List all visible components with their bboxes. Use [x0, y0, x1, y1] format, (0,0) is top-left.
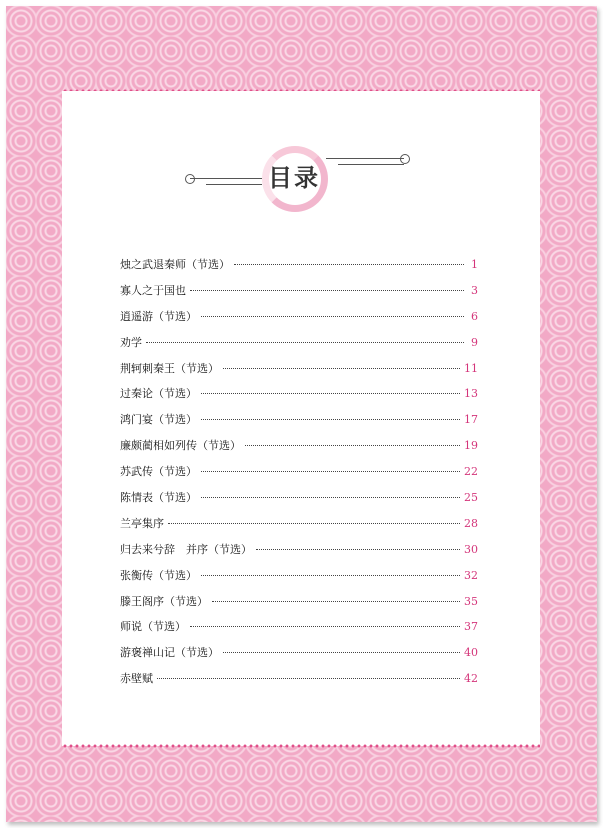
toc-entry[interactable]: [120, 618, 478, 644]
decorative-line: [338, 164, 404, 165]
toc-entry-page: 6: [471, 309, 478, 323]
toc-entry-title: 鸿门宴（节选）: [120, 413, 197, 427]
toc-entry-title: 游褒禅山记（节选）: [120, 646, 219, 660]
toc-entry-page: 28: [464, 516, 478, 530]
decorative-curl-icon: [185, 174, 195, 184]
toc-entry-title: 劝学: [120, 335, 142, 349]
toc-entry-title: 兰亭集序: [120, 516, 164, 530]
toc-entry-title: 张衡传（节选）: [120, 568, 197, 582]
toc-entry-page: 32: [464, 568, 478, 582]
toc-entry[interactable]: [120, 489, 478, 515]
dot-leader: [223, 368, 460, 369]
toc-entry-page: 11: [464, 361, 478, 375]
toc-entry[interactable]: [120, 567, 478, 593]
dot-leader: [190, 290, 464, 291]
toc-entry-page: 35: [464, 594, 478, 608]
dot-leader: [245, 445, 460, 446]
dot-leader: [256, 549, 460, 550]
dot-leader: [201, 316, 464, 317]
toc-entry[interactable]: [120, 385, 478, 411]
dot-leader: [190, 626, 460, 627]
dot-leader: [212, 601, 460, 602]
toc-entry-title: 归去来兮辞 并序（节选）: [120, 542, 252, 556]
toc-entry[interactable]: [120, 515, 478, 541]
dot-leader: [201, 471, 460, 472]
dot-leader: [201, 575, 460, 576]
dot-leader: [168, 523, 460, 524]
toc-entry-page: 1: [471, 258, 478, 271]
toc-entry[interactable]: [120, 334, 478, 360]
toc-entry[interactable]: [120, 593, 478, 619]
toc-entry-title: 过秦论（节选）: [120, 387, 197, 401]
title-block: [180, 140, 430, 220]
decorative-line: [326, 158, 404, 159]
toc-entry-page: 22: [464, 465, 478, 479]
page-title: 目录: [268, 163, 320, 192]
toc-entry-page: 37: [464, 620, 478, 634]
toc-entry-page: 17: [464, 413, 478, 427]
paper-bottom-border: [62, 743, 540, 749]
toc-entry-title: 滕王阁序（节选）: [120, 594, 208, 608]
toc-entry[interactable]: [120, 360, 478, 386]
toc-entry-page: 3: [471, 283, 478, 297]
toc-entry-title: 逍遥游（节选）: [120, 309, 197, 323]
toc-entry-title: 烛之武退秦师（节选）: [120, 258, 230, 271]
toc-entry-title: 赤壁赋: [120, 672, 153, 686]
dot-leader: [234, 264, 464, 265]
dot-leader: [201, 497, 460, 498]
toc-entry-page: 19: [464, 439, 478, 453]
toc-entry[interactable]: [120, 463, 478, 489]
toc-entry-page: 40: [464, 646, 478, 660]
dot-leader: [223, 652, 460, 653]
toc-entry-page: 13: [464, 387, 478, 401]
decorative-line: [206, 184, 262, 185]
toc-entry[interactable]: [120, 541, 478, 567]
toc-entry-title: 寡人之于国也: [120, 283, 186, 297]
decorative-line: [190, 178, 262, 179]
toc-entry-title: 苏武传（节选）: [120, 465, 197, 479]
toc-entry-title: 师说（节选）: [120, 620, 186, 634]
toc-entry-title: 廉颇蔺相如列传（节选）: [120, 439, 241, 453]
toc-entry-page: 42: [464, 672, 478, 686]
toc-entry[interactable]: [120, 670, 478, 696]
dot-leader: [201, 419, 460, 420]
dot-leader: [201, 393, 460, 394]
toc-entry-title: 陈情表（节选）: [120, 491, 197, 505]
decorative-curl-icon: [400, 154, 410, 164]
toc-entry[interactable]: [120, 308, 478, 334]
toc-entry-title: 荆轲刺秦王（节选）: [120, 361, 219, 375]
toc-entry[interactable]: [120, 437, 478, 463]
toc-entry[interactable]: [120, 256, 478, 282]
dot-leader: [157, 678, 460, 679]
toc-entry[interactable]: [120, 282, 478, 308]
toc-entry-page: 30: [464, 542, 478, 556]
toc-entry[interactable]: [120, 644, 478, 670]
toc-entry[interactable]: [120, 411, 478, 437]
dot-leader: [146, 342, 464, 343]
toc-entry-page: 25: [464, 491, 478, 505]
toc-entry-page: 9: [471, 335, 478, 349]
table-of-contents: [120, 256, 478, 696]
